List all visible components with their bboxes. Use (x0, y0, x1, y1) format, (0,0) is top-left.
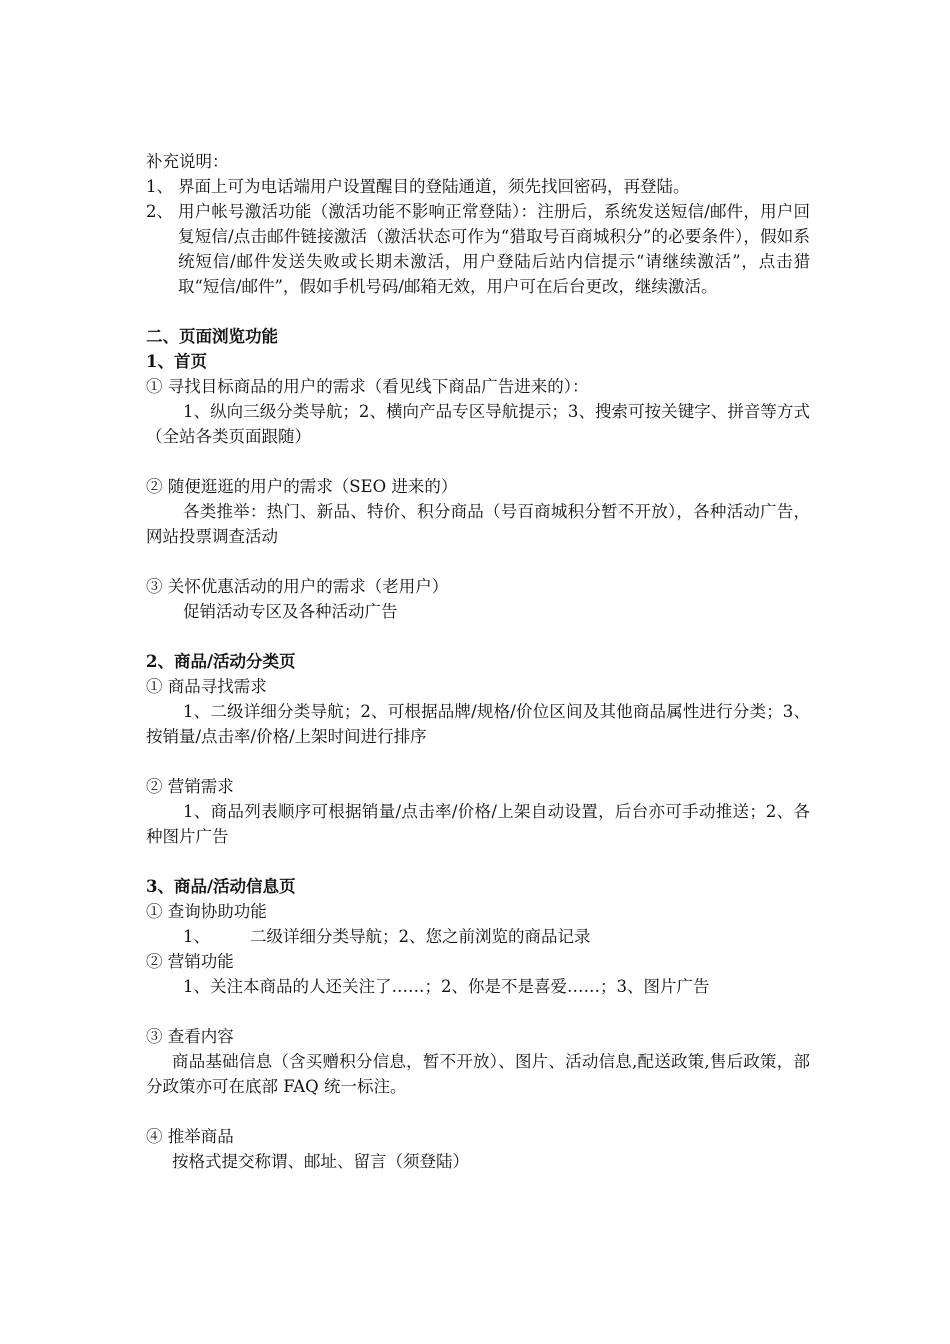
need-text: 1、二级详细分类导航；2、可根据品牌/规格/价位区间及其他商品属性进行分类；3、按销量/点击率/价格/上架时间进行排序 (146, 702, 810, 746)
need-heading: ② 营销需求 (146, 777, 234, 796)
spacer (146, 624, 810, 649)
spacer (146, 849, 810, 874)
list-number: 1、 (183, 927, 210, 946)
document-page (146, 149, 810, 1174)
need-text: 1、关注本商品的人还关注了……；2、你是不是喜爱……；3、图片广告 (183, 977, 710, 996)
need-text: 1、商品列表顺序可根据销量/点击率/价格/上架自动设置，后台亦可手动推送；2、各种图片广告 (146, 802, 810, 846)
need-text: 各类推举：热门、新品、特价、积分商品（号百商城积分暂不开放），各种活动广告，网站投票调查活动 (146, 502, 810, 546)
need-text: 1、纵向三级分类导航；2、横向产品专区导航提示；3、搜索可按关键字、拼音等方式（全站各类页面跟随） (146, 402, 810, 446)
need-heading: ③ 关怀优惠活动的用户的需求（老用户） (146, 577, 449, 596)
need-text: 促销活动专区及各种活动广告 (183, 602, 398, 621)
subsection-heading-home: 1、首页 (146, 352, 207, 371)
need-heading: ① 查询协助功能 (146, 902, 267, 921)
spacer (146, 549, 810, 574)
subsection-heading-category: 2、商品/活动分类页 (146, 652, 296, 671)
need-heading: ② 随便逛逛的用户的需求（SEO 进来的） (146, 477, 458, 496)
list-number: 2、 (146, 202, 173, 221)
supplement-item-1 (146, 174, 810, 199)
need-heading: ③ 查看内容 (146, 1027, 234, 1046)
need-text: 二级详细分类导航；2、您之前浏览的商品记录 (250, 927, 591, 946)
need-text: 商品基础信息（含买赠积分信息，暂不开放）、图片、活动信息,配送政策,售后政策，部分政策亦可在底部 FAQ 统一标注。 (146, 1052, 810, 1096)
supplement-item-2 (146, 199, 810, 299)
spacer (146, 449, 810, 474)
need-text: 按格式提交称谓、邮址、留言（须登陆） (172, 1152, 469, 1171)
subsection-heading-detail: 3、商品/活动信息页 (146, 877, 296, 896)
spacer (146, 749, 810, 774)
need-heading: ④ 推举商品 (146, 1127, 234, 1146)
need-heading: ② 营销功能 (146, 952, 234, 971)
supplement-title: 补充说明： (146, 152, 229, 171)
list-text: 界面上可为电话端用户设置醒目的登陆通道，须先找回密码，再登陆。 (178, 177, 690, 196)
need-heading: ① 商品寻找需求 (146, 677, 267, 696)
list-text: 用户帐号激活功能（激活功能不影响正常登陆）：注册后，系统发送短信/邮件，用户回复短信/点击邮件链接激活（激活状态可作为“猎取号百商城积分”的必要条件），假如系统短信/邮件发送失败或长期未激活，用户登陆后站内信提示“请继续激活”，点击猎取“短信/邮件”，假如手机号码/邮箱无效，用户可在后台更改，继续激活。 (178, 202, 810, 296)
spacer (146, 1099, 810, 1124)
spacer (146, 299, 810, 324)
list-number: 1、 (146, 177, 173, 196)
need-text-row (146, 924, 810, 949)
spacer (146, 999, 810, 1024)
need-heading: ① 寻找目标商品的用户的需求（看见线下商品广告进来的）： (146, 377, 589, 396)
section-heading: 二、页面浏览功能 (146, 327, 278, 346)
